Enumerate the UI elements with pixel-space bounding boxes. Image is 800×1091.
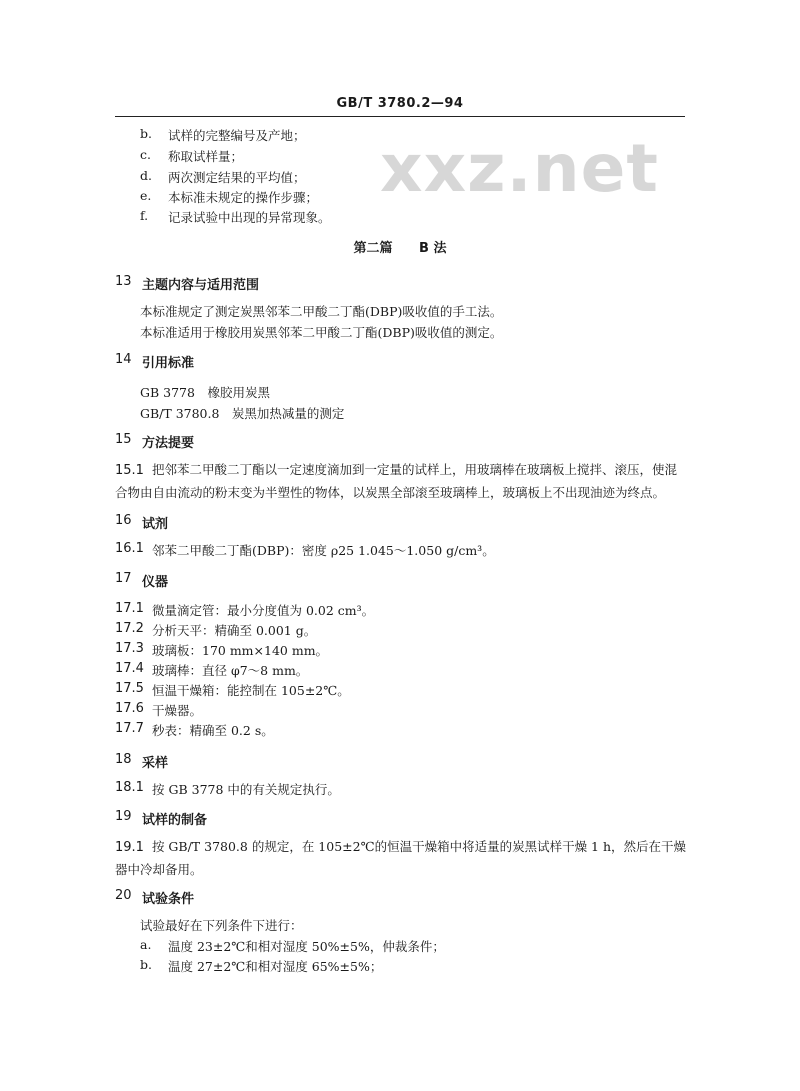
section-title: 试样的制备 xyxy=(142,813,208,828)
section-title: 引用标准 xyxy=(142,356,195,371)
section-number: 19 xyxy=(115,809,132,824)
clause-paragraph xyxy=(115,836,687,881)
paragraph: 试验最好在下列条件下进行： xyxy=(140,918,303,933)
section-number: 17 xyxy=(115,571,132,586)
clause-text: 按 GB 3778 中的有关规定执行。 xyxy=(152,782,340,797)
section-number: 14 xyxy=(115,352,132,367)
section-number: 18 xyxy=(115,752,132,767)
list-item-label: b. xyxy=(140,957,152,972)
watermark: xxz.net xyxy=(380,130,659,207)
clause-text: 微量滴定管：最小分度值为 0.02 cm³。 xyxy=(152,603,375,618)
clause-text: 玻璃板：170 mm×140 mm。 xyxy=(152,643,329,658)
list-item-label: e. xyxy=(140,188,152,203)
section-title: 仪器 xyxy=(142,575,169,590)
clause-text: 玻璃棒：直径 φ7～8 mm。 xyxy=(152,663,309,678)
clause-text: 按 GB/T 3780.8 的规定，在 105±2℃的恒温干燥箱中将适量的炭黑试样干燥 1 h，然后在干燥器中冷却备用。 xyxy=(115,839,687,877)
list-item-text: 温度 27±2℃和相对湿度 65%±5%； xyxy=(168,959,383,974)
list-item-text: 记录试验中出现的异常现象。 xyxy=(168,210,331,225)
clause-number: 17.5 xyxy=(115,681,144,696)
section-title: 采样 xyxy=(142,756,169,771)
clause-number: 16.1 xyxy=(115,541,144,556)
section-number: 16 xyxy=(115,513,132,528)
list-item-text: 本标准未规定的操作步骤； xyxy=(168,190,319,205)
reference-item: GB 3778 橡胶用炭黑 xyxy=(140,385,270,400)
clause-number: 15.1 xyxy=(115,463,144,478)
section-title: 主题内容与适用范围 xyxy=(142,278,260,293)
list-item-label: b. xyxy=(140,126,152,141)
section-title: 试剂 xyxy=(142,517,169,532)
clause-text: 邻苯二甲酸二丁酯(DBP)：密度 ρ25 1.045～1.050 g/cm³。 xyxy=(152,543,495,558)
reference-item: GB/T 3780.8 炭黑加热减量的测定 xyxy=(140,406,345,421)
clause-number: 19.1 xyxy=(115,840,144,855)
header-rule xyxy=(115,116,685,117)
clause-number: 17.1 xyxy=(115,601,144,616)
list-item-label: a. xyxy=(140,937,152,952)
section-number: 13 xyxy=(115,274,132,289)
page-header: GB/T 3780.2—94 xyxy=(336,96,464,111)
section-number: 15 xyxy=(115,432,132,447)
clause-number: 17.2 xyxy=(115,621,144,636)
clause-number: 18.1 xyxy=(115,780,144,795)
paragraph: 本标准规定了测定炭黑邻苯二甲酸二丁酯(DBP)吸收值的手工法。 xyxy=(140,304,503,319)
section-number: 20 xyxy=(115,888,132,903)
clause-text: 分析天平：精确至 0.001 g。 xyxy=(152,623,317,638)
part-number: 第二篇 xyxy=(353,241,393,256)
list-item-label: f. xyxy=(140,208,149,223)
clause-number: 17.6 xyxy=(115,701,144,716)
list-item-text: 温度 23±2℃和相对湿度 50%±5%，仲裁条件； xyxy=(168,939,445,954)
list-item-label: c. xyxy=(140,147,151,162)
clause-number: 17.7 xyxy=(115,721,144,736)
clause-text: 秒表：精确至 0.2 s。 xyxy=(152,723,274,738)
clause-number: 17.4 xyxy=(115,661,144,676)
list-item-text: 试样的完整编号及产地； xyxy=(168,128,306,143)
part-subtitle: B 法 xyxy=(419,241,447,256)
clause-paragraph xyxy=(115,459,687,504)
section-title: 方法提要 xyxy=(142,436,195,451)
part-title xyxy=(0,237,800,256)
list-item-text: 两次测定结果的平均值； xyxy=(168,170,306,185)
section-title: 试验条件 xyxy=(142,892,195,907)
paragraph: 本标准适用于橡胶用炭黑邻苯二甲酸二丁酯(DBP)吸收值的测定。 xyxy=(140,325,503,340)
list-item-label: d. xyxy=(140,168,152,183)
list-item-text: 称取试样量； xyxy=(168,149,244,164)
clause-number: 17.3 xyxy=(115,641,144,656)
clause-text: 干燥器。 xyxy=(152,703,203,718)
clause-text: 把邻苯二甲酸二丁酯以一定速度滴加到一定量的试样上，用玻璃棒在玻璃板上搅拌、滚压，使混合物由自由流动的粉末变为半塑性的物体，以炭黑全部滚至玻璃棒上，玻璃板上不出现油迹为终点。 xyxy=(115,462,677,500)
clause-text: 恒温干燥箱：能控制在 105±2℃。 xyxy=(152,683,350,698)
